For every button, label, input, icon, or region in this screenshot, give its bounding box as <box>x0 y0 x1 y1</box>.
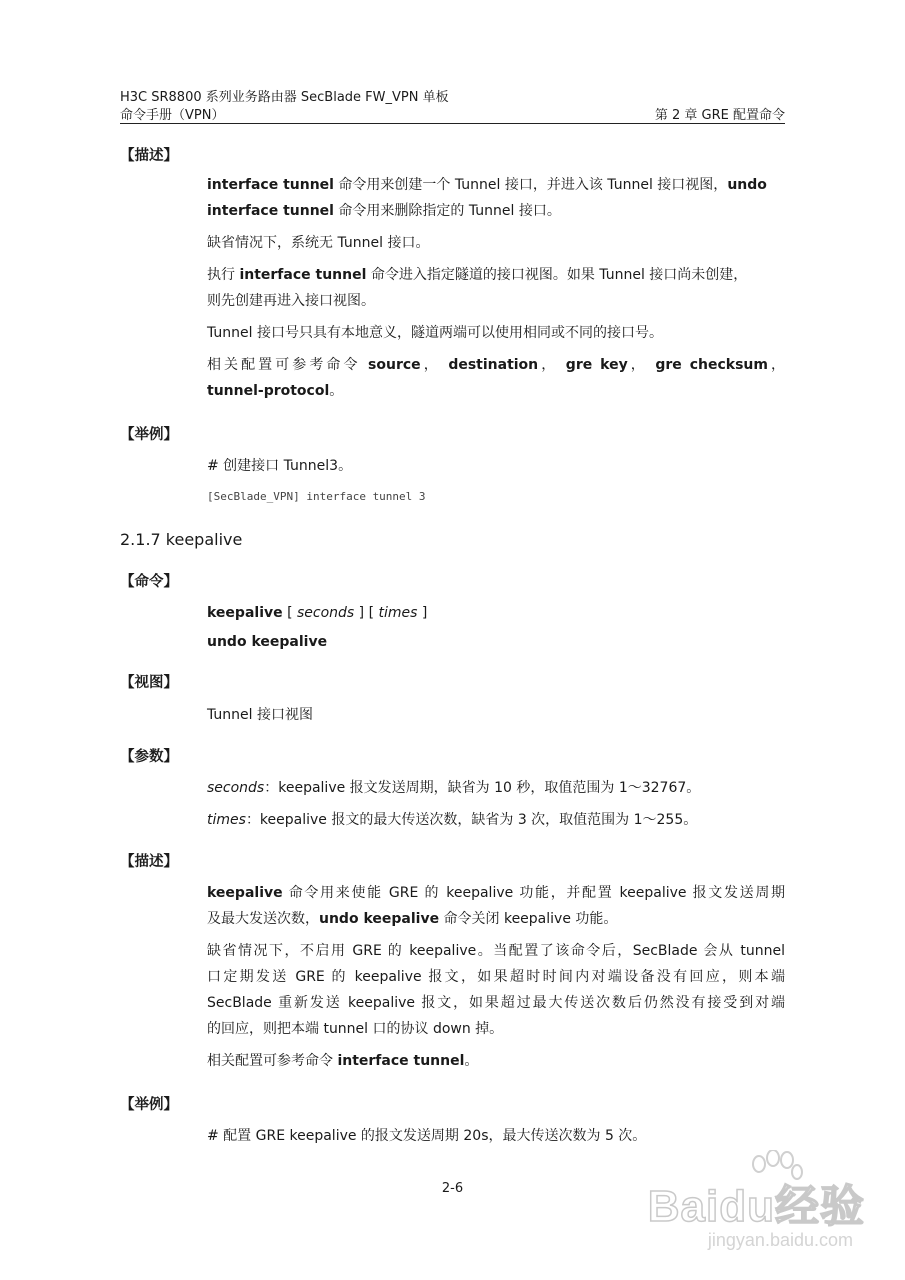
description-text: 命令关闭 keepalive 功能。 <box>439 911 618 927</box>
punctuation: 。 <box>329 383 344 399</box>
description-text: 命令用来删除指定的 Tunnel 接口。 <box>333 203 561 219</box>
command-keyword: interface tunnel <box>207 203 334 219</box>
header-chapter: 第 2 章 GRE 配置命令 <box>654 108 785 123</box>
section-description-heading: 【描述】 <box>120 148 178 164</box>
view-text: Tunnel 接口视图 <box>207 707 313 723</box>
description-text: 执行 <box>207 267 240 283</box>
parameter-seconds <box>207 775 785 801</box>
example-code: [SecBlade_VPN] interface tunnel 3 <box>207 490 426 503</box>
parameter-name: times <box>207 812 246 828</box>
section-command-heading: 【命令】 <box>120 574 178 590</box>
example-text: # 创建接口 Tunnel3。 <box>207 458 353 474</box>
punctuation: ， <box>627 357 656 373</box>
command-keyword: gre checksum <box>655 357 768 373</box>
command-keyword: interface tunnel <box>337 1053 465 1069</box>
bracket: ] [ <box>354 605 379 621</box>
parameter-description: ：keepalive 报文的最大传送次数，缺省为 3 次，取值范围为 1～255。 <box>245 812 698 828</box>
bracket: [ <box>282 605 297 621</box>
punctuation: ， <box>538 357 566 373</box>
subsection-title: 2.1.7 keepalive <box>120 530 243 549</box>
description-text: 命令用来创建一个 Tunnel 接口，并进入该 Tunnel 接口视图， <box>333 177 728 193</box>
keepalive-description-1 <box>207 880 785 906</box>
section-view-heading: 【视图】 <box>120 675 178 691</box>
command-keyword: keepalive <box>207 885 283 901</box>
description-paragraph-3-cont: 则先创建再进入接口视图。 <box>207 293 375 309</box>
command-keyword: keepalive <box>207 605 283 621</box>
parameter-times <box>207 807 785 833</box>
command-keyword: undo keepalive <box>319 911 440 927</box>
punctuation: 。 <box>464 1053 479 1069</box>
keepalive-description-3 <box>207 1048 785 1074</box>
command-keyword: tunnel-protocol <box>207 383 330 399</box>
command-keyword: interface tunnel <box>239 267 367 283</box>
description-text: 命令进入指定隧道的接口视图。如果 Tunnel 接口尚未创建， <box>366 267 748 283</box>
section-description-heading-2: 【描述】 <box>120 854 178 870</box>
description-paragraph-1-cont <box>207 198 785 224</box>
description-text: 命令用来使能 GRE 的 keepalive 功能，并配置 keepalive 报文发送周期 <box>282 885 785 901</box>
description-paragraph-5-cont <box>207 378 785 404</box>
keepalive-example-text: # 配置 GRE keepalive 的报文发送周期 20s，最大传送次数为 5 次。 <box>207 1128 647 1144</box>
command-undo-syntax: undo keepalive <box>207 634 328 650</box>
header-product-line: H3C SR8800 系列业务路由器 SecBlade FW_VPN 单板 <box>120 90 449 105</box>
description-text: 相关配置可参考命令 <box>207 1053 338 1069</box>
keepalive-description-2-line4: 的回应，则把本端 tunnel 口的协议 down 掉。 <box>207 1021 504 1037</box>
command-syntax <box>207 600 785 626</box>
bracket: ] <box>417 605 428 621</box>
punctuation: ， <box>767 357 786 373</box>
keepalive-description-2-line2: 口定期发送 GRE 的 keepalive 报文，如果超时时间内对端设备没有回应，则本端 <box>207 969 785 985</box>
command-keyword: gre key <box>565 357 628 373</box>
keepalive-description-2-line3: SecBlade 重新发送 keepalive 报文，如果超过最大传送次数后仍然没有接受到对端 <box>207 995 785 1011</box>
description-paragraph-2: 缺省情况下，系统无 Tunnel 接口。 <box>207 235 430 251</box>
header-rule <box>120 123 785 124</box>
command-keyword: interface tunnel <box>207 177 334 193</box>
punctuation: ， <box>420 357 449 373</box>
command-keyword: destination <box>448 357 539 373</box>
parameter-name: seconds <box>207 780 265 796</box>
keepalive-description-1-cont <box>207 906 785 932</box>
description-paragraph-3 <box>207 262 785 288</box>
keepalive-description-2-line1: 缺省情况下，不启用 GRE 的 keepalive。当配置了该命令后，SecBlade 会从 tunnel <box>207 943 785 959</box>
page-number: 2-6 <box>441 1181 464 1196</box>
command-parameter: times <box>378 605 418 621</box>
section-example-heading-2: 【举例】 <box>120 1097 178 1113</box>
command-keyword: source <box>368 357 421 373</box>
watermark-url: jingyan.baidu.com <box>707 1230 853 1250</box>
watermark-logo: Baidu经验 <box>647 1182 865 1231</box>
description-paragraph-1 <box>207 172 785 198</box>
description-text: 相关配置可参考命令 <box>207 357 369 373</box>
header-manual-title: 命令手册（VPN） <box>120 108 225 123</box>
description-paragraph-5 <box>207 352 785 378</box>
section-example-heading: 【举例】 <box>120 427 178 443</box>
description-paragraph-4: Tunnel 接口号只具有本地意义，隧道两端可以使用相同或不同的接口号。 <box>207 325 663 341</box>
command-parameter: seconds <box>297 605 355 621</box>
command-keyword: undo <box>727 177 767 193</box>
baidu-watermark <box>645 1150 865 1260</box>
parameter-description: ：keepalive 报文发送周期，缺省为 10 秒，取值范围为 1～32767。 <box>264 780 701 796</box>
description-text: 及最大发送次数， <box>207 911 319 927</box>
section-parameters-heading: 【参数】 <box>120 749 178 765</box>
